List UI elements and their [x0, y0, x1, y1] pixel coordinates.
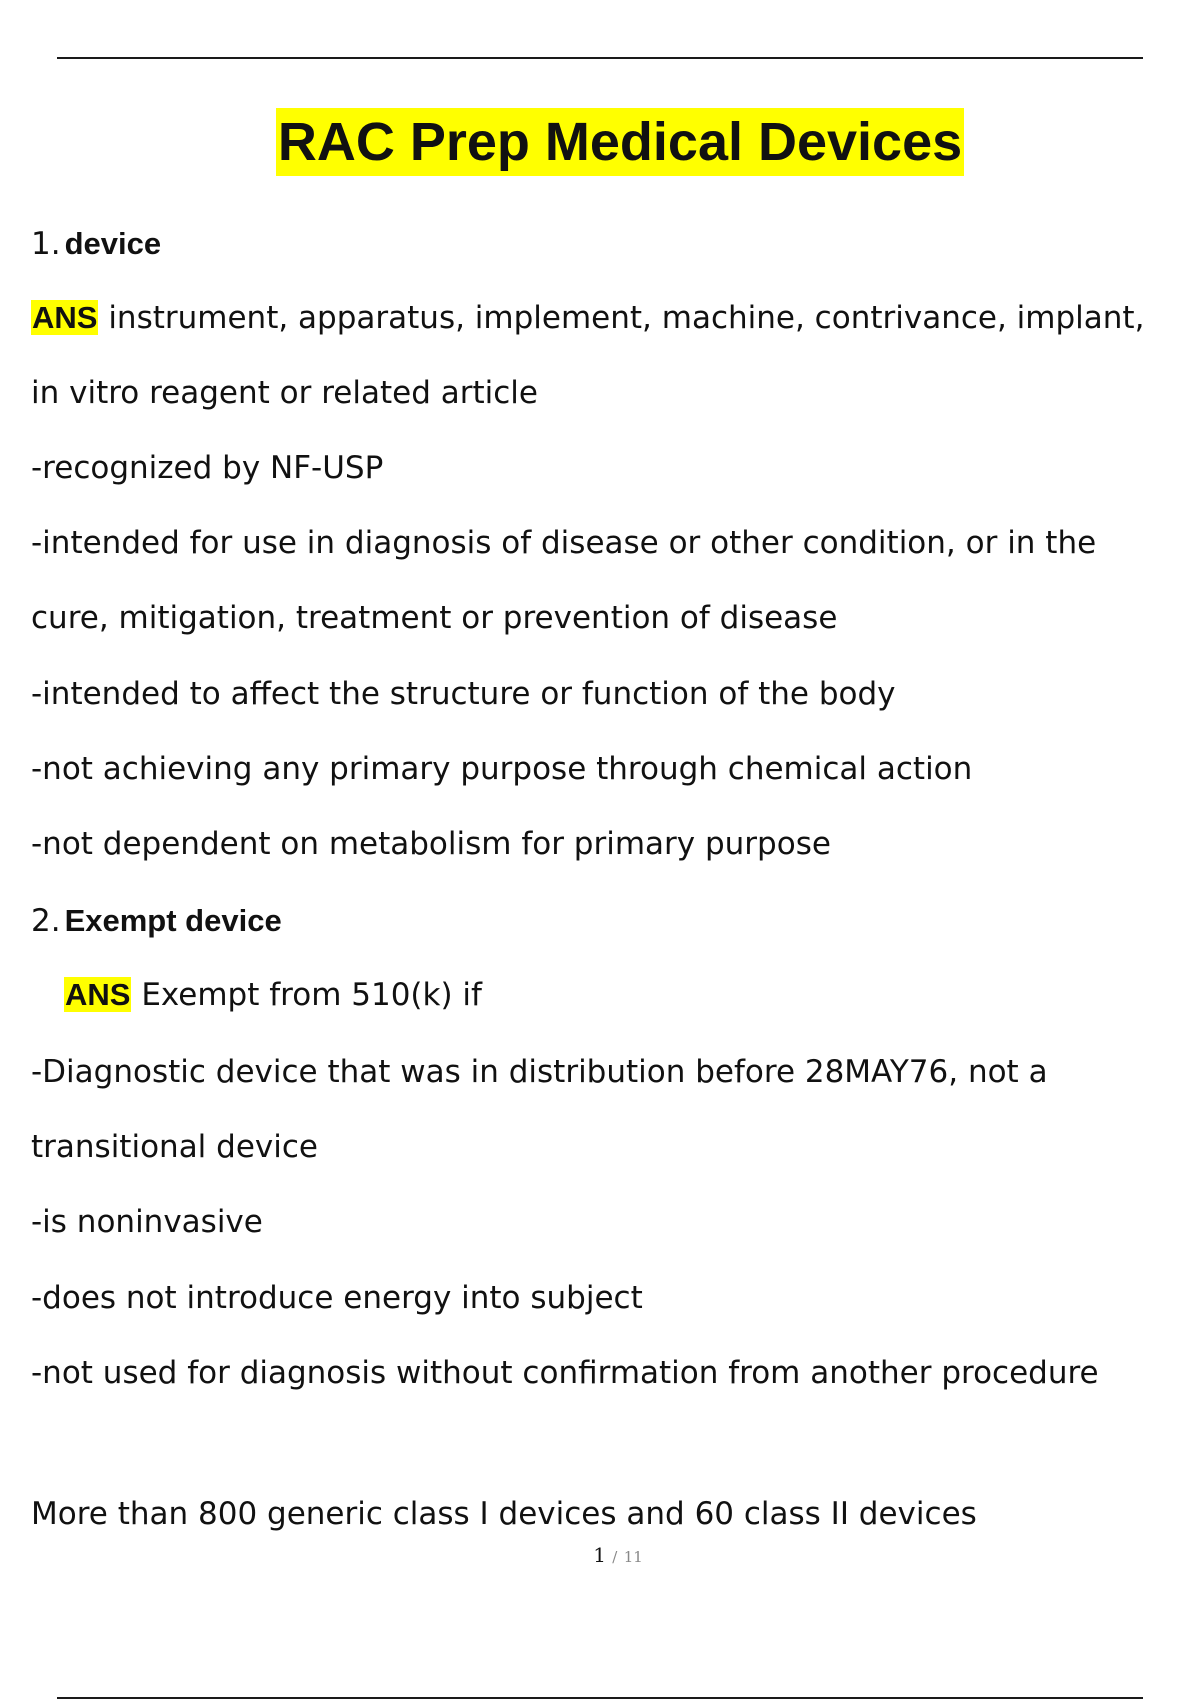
question-number: 1.	[31, 226, 61, 262]
title-container	[0, 108, 1200, 176]
question-heading	[31, 224, 161, 264]
answer-text: instrument, apparatus, implement, machine, contrivance, implant,	[108, 300, 1145, 336]
answer-line: -recognized by NF-USP	[31, 450, 384, 486]
answer-line: cure, mitigation, treatment or prevention of disease	[31, 600, 838, 636]
answer-line: transitional device	[31, 1129, 318, 1165]
answer-line: More than 800 generic class I devices and 60 class II devices	[31, 1496, 977, 1532]
bottom-rule	[57, 1697, 1143, 1699]
answer-line: -not used for diagnosis without confirmation from another procedure	[31, 1355, 1099, 1391]
page-number	[0, 1543, 1200, 1567]
question-number: 2.	[31, 903, 61, 939]
document-title: RAC Prep Medical Devices	[276, 108, 964, 176]
ans-label: ANS	[32, 300, 98, 335]
answer-line	[31, 298, 1144, 338]
answer-line: -does not introduce energy into subject	[31, 1280, 643, 1316]
answer-text: Exempt from 510(k) if	[141, 977, 482, 1013]
top-rule	[57, 57, 1143, 59]
answer-line: -Diagnostic device that was in distribution before 28MAY76, not a	[31, 1054, 1048, 1090]
answer-line: -intended for use in diagnosis of disease or other condition, or in the	[31, 525, 1097, 561]
ans-label: ANS	[65, 977, 131, 1012]
answer-line: -not achieving any primary purpose through chemical action	[31, 751, 973, 787]
answer-line: in vitro reagent or related article	[31, 375, 538, 411]
question-term: device	[64, 226, 162, 261]
answer-line	[64, 975, 482, 1015]
answer-line: -not dependent on metabolism for primary purpose	[31, 826, 831, 862]
question-term: Exempt device	[64, 903, 282, 938]
answer-line: -intended to affect the structure or function of the body	[31, 676, 896, 712]
page-total: 11	[623, 1548, 643, 1566]
question-heading	[31, 901, 282, 941]
answer-line: -is noninvasive	[31, 1204, 263, 1240]
page-separator: /	[612, 1548, 618, 1566]
page-current: 1	[593, 1543, 606, 1567]
